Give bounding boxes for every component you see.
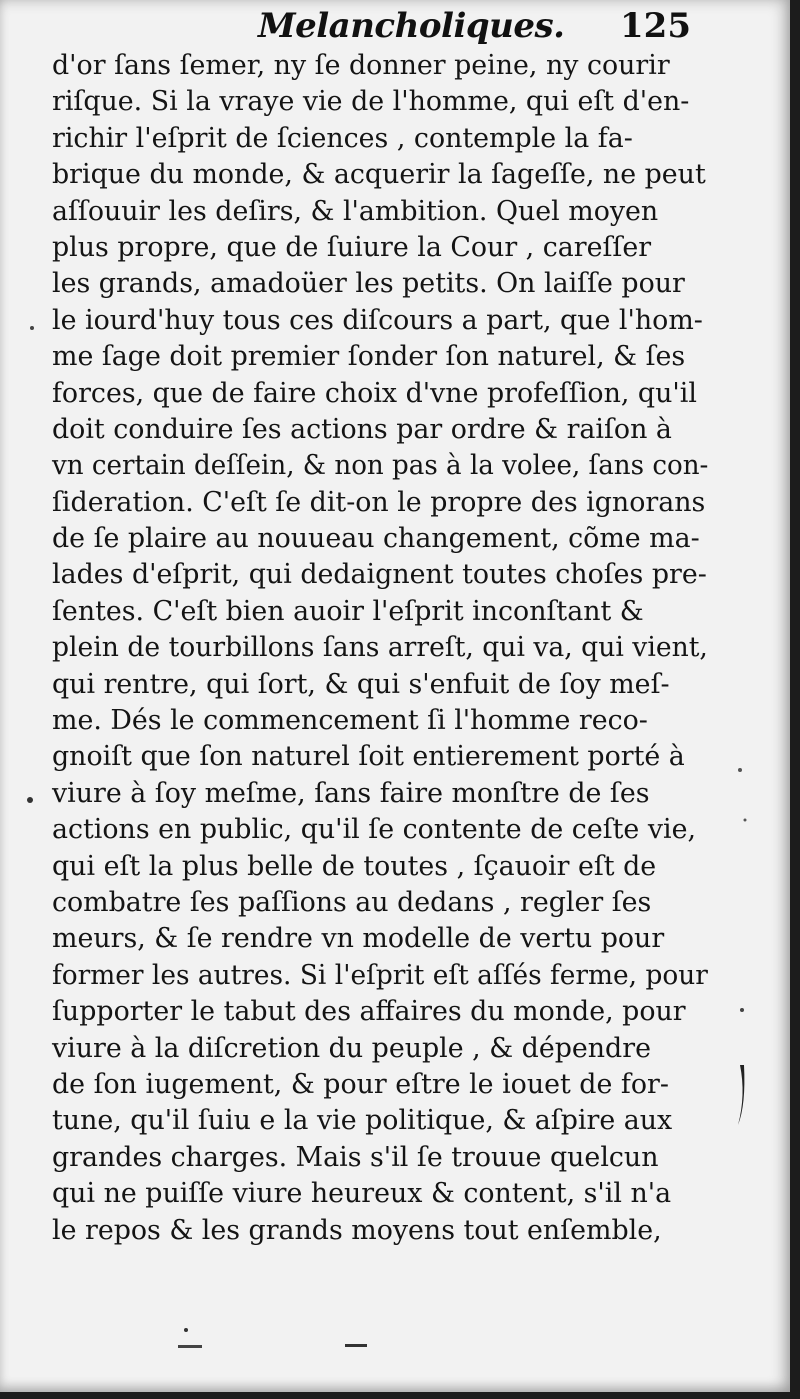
text-line: grandes charges. Mais s'il ſe trouue quelcun bbox=[52, 1141, 659, 1173]
text-line: plus propre, que de ſuiure la Cour , careſſer bbox=[52, 231, 652, 263]
text-line: me ſage doit premier ſonder ſon naturel, & ſes bbox=[52, 341, 686, 373]
text-line: meurs, & ſe rendre vn modelle de vertu pour bbox=[52, 923, 665, 955]
text-line: tune, qu'il ſuiu e la vie politique, & aſpire aux bbox=[52, 1105, 673, 1137]
text-line: actions en public, qu'il ſe contente de ceſte vie, bbox=[52, 814, 697, 846]
text-line: richir l'eſprit de ſciences , contemple la fa- bbox=[52, 122, 633, 154]
text-line: le iourd'huy tous ces diſcours a part, que l'hom- bbox=[52, 304, 703, 336]
text-line: d'or ſans ſemer, ny ſe donner peine, ny courir bbox=[52, 50, 670, 81]
text-line: forces, que de faire choix d'vne profeſſion, qu'il bbox=[52, 377, 697, 409]
text-line: brique du monde, & acquerir la ſageſſe, ne peut bbox=[52, 159, 706, 191]
text-line: viure à la diſcretion du peuple , & dépendre bbox=[52, 1032, 651, 1064]
text-line: le repos & les grands moyens tout enſemble, bbox=[52, 1214, 662, 1246]
text-line: vn certain deſſein, & non pas à la volee, ſans con- bbox=[52, 450, 709, 482]
text-line: qui eſt la plus belle de toutes , ſçauoir eſt de bbox=[52, 850, 657, 882]
text-line: aſſouuir les deſirs, & l'ambition. Quel moyen bbox=[52, 195, 659, 227]
text-line: doit conduire ſes actions par ordre & raiſon à bbox=[52, 413, 672, 445]
text-line: former les autres. Si l'eſprit eſt aſſés ferme, pour bbox=[52, 959, 708, 991]
text-line: viure à ſoy meſme, ſans faire monſtre de ſes bbox=[52, 777, 650, 809]
page-header bbox=[0, 6, 790, 54]
text-line: de ſe plaire au nouueau changement, cõme ma- bbox=[52, 523, 700, 555]
text-line: plein de tourbillons ſans arreſt, qui va, qui vient, bbox=[52, 632, 708, 664]
text-line: qui rentre, qui ſort, & qui s'enfuit de ſoy meſ- bbox=[52, 668, 670, 700]
text-line: ſentes. C'eſt bien auoir l'eſprit inconſtant & bbox=[52, 595, 644, 627]
running-title: Melancholiques. bbox=[258, 6, 565, 46]
text-line: lades d'eſprit, qui dedaignent toutes choſes pre- bbox=[52, 559, 707, 591]
text-line: gnoiſt que ſon naturel ſoit entierement porté à bbox=[52, 741, 685, 773]
text-line: ſideration. C'eſt ſe dit-on le propre des ignorans bbox=[52, 486, 706, 518]
text-line: riſque. Si la vraye vie de l'homme, qui eſt d'en- bbox=[52, 86, 690, 118]
page-number: 125 bbox=[620, 6, 691, 46]
text-line: ſupporter le tabut des affaires du monde, pour bbox=[52, 996, 686, 1028]
text-line: me. Dés le commencement ſi l'homme reco- bbox=[52, 705, 648, 737]
text-line: les grands, amadoüer les petits. On laiſſe pour bbox=[52, 268, 685, 300]
body-text bbox=[52, 48, 712, 1249]
text-line: de ſon iugement, & pour eſtre le iouet de for- bbox=[52, 1068, 669, 1100]
text-line: qui ne puiſſe viure heureux & content, s'il n'a bbox=[52, 1178, 672, 1210]
text-line: combatre ſes paſſions au dedans , regler ſes bbox=[52, 886, 652, 918]
